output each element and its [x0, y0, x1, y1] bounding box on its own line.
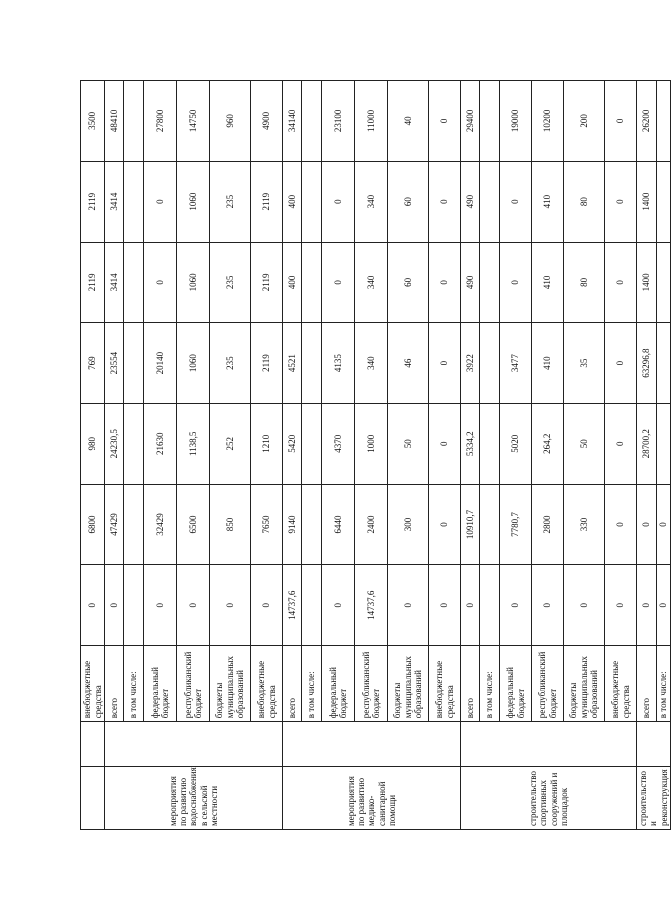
value-cell [124, 403, 144, 484]
value-cell: 0 [605, 81, 637, 162]
value-cell: 6500 [177, 484, 210, 565]
value-cell: 2800 [532, 484, 564, 565]
blank-cell [461, 722, 637, 767]
value-cell: 29400 [461, 81, 480, 162]
value-cell: 0 [210, 565, 251, 646]
table-row [564, 81, 605, 830]
funding-source-cell: в том числе: [656, 646, 670, 722]
value-cell: 400 [283, 161, 302, 242]
funding-source-cell: федеральный бюджет [500, 646, 532, 722]
funding-source-cell: внебюджетные средства [81, 646, 105, 722]
value-cell [302, 484, 322, 565]
value-cell: 200 [564, 81, 605, 162]
value-cell: 980 [81, 403, 105, 484]
value-cell: 10910,7 [461, 484, 480, 565]
funding-source-cell: федеральный бюджет [322, 646, 355, 722]
table-row [144, 81, 177, 830]
value-cell: 300 [388, 484, 429, 565]
value-cell: 1060 [177, 161, 210, 242]
value-cell [656, 242, 670, 323]
value-cell: 850 [210, 484, 251, 565]
value-cell [656, 403, 670, 484]
value-cell: 32429 [144, 484, 177, 565]
value-cell: 0 [251, 565, 283, 646]
category-cell: строительство и реконструкция [637, 766, 671, 829]
table-row [105, 81, 124, 830]
value-cell: 0 [656, 484, 670, 565]
funding-source-cell: в том числе: [302, 646, 322, 722]
funding-source-cell: республиканский бюджет [355, 646, 388, 722]
value-cell: 11000 [355, 81, 388, 162]
value-cell: 0 [429, 484, 461, 565]
value-cell: 7650 [251, 484, 283, 565]
value-cell: 5334,2 [461, 403, 480, 484]
value-cell: 0 [605, 323, 637, 404]
value-cell: 21630 [144, 403, 177, 484]
blank-cell [283, 722, 461, 767]
value-cell: 80 [564, 161, 605, 242]
value-cell: 1060 [177, 242, 210, 323]
value-cell: 34140 [283, 81, 302, 162]
value-cell: 46 [388, 323, 429, 404]
value-cell: 1060 [177, 323, 210, 404]
value-cell: 3477 [500, 323, 532, 404]
value-cell: 0 [637, 484, 657, 565]
value-cell [480, 484, 500, 565]
value-cell: 235 [210, 242, 251, 323]
value-cell: 0 [105, 565, 124, 646]
value-cell: 0 [605, 161, 637, 242]
table-row [124, 81, 144, 830]
value-cell: 26200 [637, 81, 657, 162]
value-cell: 80 [564, 242, 605, 323]
value-cell [124, 565, 144, 646]
category-cell [81, 766, 105, 829]
table-row [500, 81, 532, 830]
value-cell: 3414 [105, 161, 124, 242]
value-cell [124, 242, 144, 323]
value-cell: 0 [429, 161, 461, 242]
value-cell: 410 [532, 161, 564, 242]
table-row [355, 81, 388, 830]
category-cell: мероприятия по развитию медико-санитарной помощи [283, 766, 461, 829]
value-cell [302, 161, 322, 242]
value-cell: 2400 [355, 484, 388, 565]
value-cell: 0 [144, 161, 177, 242]
value-cell: 5420 [283, 403, 302, 484]
value-cell: 0 [500, 242, 532, 323]
value-cell [480, 242, 500, 323]
table-row [429, 81, 461, 830]
value-cell: 264,2 [532, 403, 564, 484]
value-cell: 1400 [637, 161, 657, 242]
value-cell: 2119 [81, 242, 105, 323]
value-cell: 50 [564, 403, 605, 484]
value-cell: 490 [461, 242, 480, 323]
value-cell [302, 81, 322, 162]
value-cell [480, 565, 500, 646]
value-cell: 50 [388, 403, 429, 484]
value-cell [656, 81, 670, 162]
table-body [81, 81, 671, 830]
value-cell: 0 [656, 565, 670, 646]
value-cell: 0 [429, 403, 461, 484]
table-row [81, 81, 105, 830]
value-cell: 14750 [177, 81, 210, 162]
funding-source-cell: внебюджетные средства [251, 646, 283, 722]
value-cell: 23554 [105, 323, 124, 404]
value-cell: 2119 [81, 161, 105, 242]
category-cell: мероприятия по развитию водоснабжения в сельской местности [105, 766, 283, 829]
value-cell [124, 484, 144, 565]
table-row [637, 81, 657, 830]
value-cell: 0 [322, 565, 355, 646]
table-row [177, 81, 210, 830]
value-cell: 410 [532, 323, 564, 404]
value-cell: 0 [605, 484, 637, 565]
value-cell: 48410 [105, 81, 124, 162]
funding-source-cell: всего [637, 646, 657, 722]
value-cell: 769 [81, 323, 105, 404]
value-cell [480, 81, 500, 162]
value-cell: 3414 [105, 242, 124, 323]
value-cell: 24230,5 [105, 403, 124, 484]
value-cell: 2119 [251, 242, 283, 323]
value-cell: 0 [144, 565, 177, 646]
funding-source-cell: республиканский бюджет [532, 646, 564, 722]
value-cell: 0 [637, 565, 657, 646]
value-cell: 330 [564, 484, 605, 565]
funding-source-cell: всего [283, 646, 302, 722]
value-cell: 2119 [251, 161, 283, 242]
value-cell: 0 [500, 565, 532, 646]
value-cell: 47429 [105, 484, 124, 565]
value-cell: 0 [429, 242, 461, 323]
funding-source-cell: всего [105, 646, 124, 722]
table-row [461, 81, 480, 830]
value-cell: 0 [605, 242, 637, 323]
value-cell: 0 [429, 565, 461, 646]
value-cell: 0 [429, 323, 461, 404]
table-row [283, 81, 302, 830]
category-cell: строительство спортивных сооружений и площадок [461, 766, 637, 829]
table-row [322, 81, 355, 830]
funding-source-cell: бюджеты муниципальных образований [210, 646, 251, 722]
blank-cell [81, 722, 105, 767]
value-cell: 235 [210, 323, 251, 404]
funding-source-cell: в том числе: [124, 646, 144, 722]
value-cell: 35 [564, 323, 605, 404]
value-cell: 0 [388, 565, 429, 646]
value-cell [656, 161, 670, 242]
value-cell: 0 [605, 403, 637, 484]
table-row [251, 81, 283, 830]
table-row [605, 81, 637, 830]
value-cell: 0 [322, 242, 355, 323]
value-cell: 960 [210, 81, 251, 162]
blank-cell [105, 722, 283, 767]
value-cell: 3500 [81, 81, 105, 162]
value-cell: 410 [532, 242, 564, 323]
value-cell: 340 [355, 242, 388, 323]
value-cell [480, 323, 500, 404]
table-row [480, 81, 500, 830]
value-cell: 0 [605, 565, 637, 646]
value-cell: 28700,2 [637, 403, 657, 484]
value-cell [302, 323, 322, 404]
value-cell: 340 [355, 323, 388, 404]
value-cell: 60 [388, 161, 429, 242]
value-cell: 63296,8 [637, 323, 657, 404]
value-cell: 7780,7 [500, 484, 532, 565]
rotated-table-wrapper [80, 80, 669, 830]
value-cell: 9140 [283, 484, 302, 565]
value-cell: 0 [564, 565, 605, 646]
value-cell [124, 161, 144, 242]
value-cell [656, 323, 670, 404]
funding-source-cell: бюджеты муниципальных образований [564, 646, 605, 722]
value-cell: 252 [210, 403, 251, 484]
value-cell: 14737,6 [355, 565, 388, 646]
value-cell [302, 565, 322, 646]
value-cell: 0 [144, 242, 177, 323]
value-cell: 0 [177, 565, 210, 646]
value-cell: 400 [283, 242, 302, 323]
value-cell: 1400 [637, 242, 657, 323]
value-cell [124, 81, 144, 162]
blank-cell [637, 722, 671, 767]
value-cell: 19000 [500, 81, 532, 162]
value-cell: 6440 [322, 484, 355, 565]
table-row [656, 81, 670, 830]
value-cell: 4370 [322, 403, 355, 484]
value-cell: 0 [461, 565, 480, 646]
value-cell: 4521 [283, 323, 302, 404]
funding-source-cell: внебюджетные средства [605, 646, 637, 722]
value-cell: 0 [532, 565, 564, 646]
value-cell [480, 161, 500, 242]
value-cell: 14737,6 [283, 565, 302, 646]
value-cell: 3922 [461, 323, 480, 404]
value-cell: 1210 [251, 403, 283, 484]
value-cell: 235 [210, 161, 251, 242]
value-cell: 27800 [144, 81, 177, 162]
table-row [388, 81, 429, 830]
funding-source-cell: внебюджетные средства [429, 646, 461, 722]
value-cell: 60 [388, 242, 429, 323]
value-cell: 0 [322, 161, 355, 242]
value-cell [302, 403, 322, 484]
value-cell: 0 [500, 161, 532, 242]
value-cell: 1000 [355, 403, 388, 484]
funding-source-cell: бюджеты муниципальных образований [388, 646, 429, 722]
value-cell: 6800 [81, 484, 105, 565]
value-cell: 340 [355, 161, 388, 242]
value-cell [302, 242, 322, 323]
value-cell: 1138,5 [177, 403, 210, 484]
funding-source-cell: республиканский бюджет [177, 646, 210, 722]
funding-source-cell: в том числе: [480, 646, 500, 722]
value-cell: 23100 [322, 81, 355, 162]
value-cell [480, 403, 500, 484]
value-cell: 40 [388, 81, 429, 162]
funding-source-cell: федеральный бюджет [144, 646, 177, 722]
value-cell: 5020 [500, 403, 532, 484]
value-cell: 10200 [532, 81, 564, 162]
value-cell: 0 [429, 81, 461, 162]
table-row [302, 81, 322, 830]
value-cell: 4135 [322, 323, 355, 404]
value-cell: 20140 [144, 323, 177, 404]
table-row [532, 81, 564, 830]
value-cell: 4900 [251, 81, 283, 162]
funding-source-cell: всего [461, 646, 480, 722]
table-row [210, 81, 251, 830]
value-cell: 0 [81, 565, 105, 646]
value-cell [124, 323, 144, 404]
value-cell: 490 [461, 161, 480, 242]
value-cell: 2119 [251, 323, 283, 404]
budget-table [80, 80, 671, 830]
